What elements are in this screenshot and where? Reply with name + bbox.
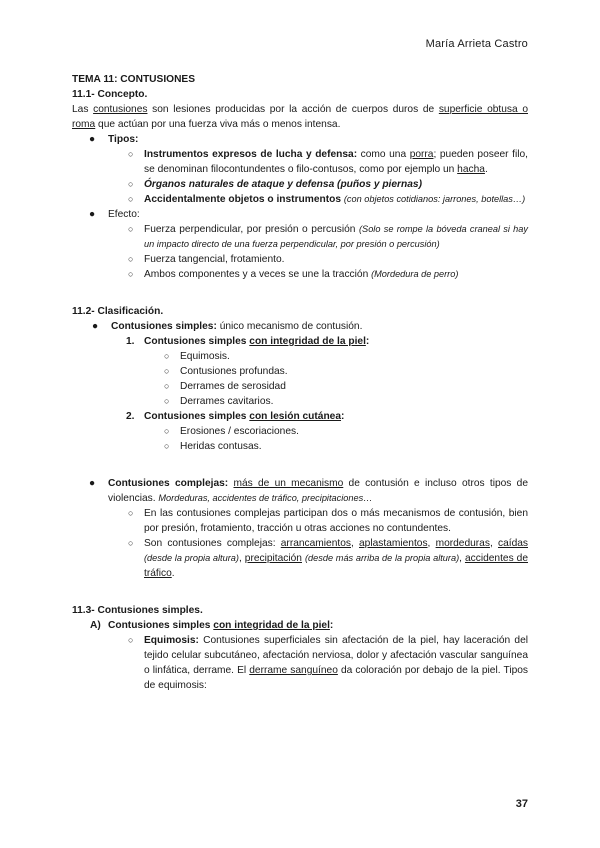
text: . bbox=[484, 164, 488, 175]
text: Equimosis. bbox=[180, 351, 230, 362]
circle-bullet-icon: ○ bbox=[128, 635, 134, 645]
underlined-term: con integridad de la piel bbox=[249, 336, 366, 347]
text: Fuerza perpendicular, por presión o percusión bbox=[144, 224, 359, 235]
text: son lesiones producidas por la acción de cuerpos duros de bbox=[147, 104, 439, 115]
text: : bbox=[365, 336, 370, 347]
item-number: 2. bbox=[126, 411, 135, 422]
circle-bullet-icon: ○ bbox=[128, 194, 134, 204]
lettered-item-a bbox=[72, 618, 528, 633]
list-item bbox=[72, 222, 528, 252]
list-item bbox=[72, 147, 528, 177]
underlined-term: precipitación bbox=[244, 553, 302, 564]
text: Son contusiones complejas: bbox=[144, 538, 281, 549]
list-item bbox=[72, 424, 528, 439]
list-item-equimosis bbox=[72, 633, 528, 693]
underlined-term: superficie obtusa o roma bbox=[72, 104, 528, 130]
text: Contusiones simples bbox=[144, 411, 250, 422]
underlined-term: accidentes de tráfico bbox=[144, 553, 528, 579]
page-number: 37 bbox=[515, 798, 528, 810]
text: de contusión e incluso otros tipos de violencias. bbox=[108, 478, 528, 504]
underlined-term: con integridad de la piel bbox=[213, 620, 330, 631]
underlined-term: más de un mecanismo bbox=[233, 478, 344, 489]
text: Heridas contusas. bbox=[180, 441, 262, 452]
complex-list bbox=[72, 476, 528, 581]
list-item bbox=[72, 364, 528, 379]
classification-list bbox=[72, 319, 528, 454]
note: (desde más arriba de la propia altura) bbox=[304, 553, 460, 563]
text: da coloración por debajo de la piel. Tipos de equimosis: bbox=[144, 665, 529, 691]
concept-list bbox=[72, 132, 528, 282]
list-item bbox=[72, 177, 528, 192]
circle-bullet-icon: ○ bbox=[128, 179, 134, 189]
text: Contusiones profundas. bbox=[180, 366, 288, 377]
circle-bullet-icon: ○ bbox=[128, 254, 134, 264]
section-heading-simples: 11.3- Contusiones simples. bbox=[72, 605, 203, 616]
numbered-item-1 bbox=[72, 334, 528, 349]
list-item bbox=[72, 349, 528, 364]
text: que actúan por una fuerza viva más o menos intensa. bbox=[95, 119, 341, 130]
bullet-icon: ● bbox=[92, 321, 99, 332]
text: Accidentalmente objetos o instrumentos bbox=[144, 194, 341, 205]
underlined-term: porra bbox=[409, 149, 434, 160]
label: Contusiones simples: bbox=[111, 321, 217, 332]
list-item bbox=[72, 439, 528, 454]
page-content bbox=[72, 72, 528, 693]
item-number: 1. bbox=[126, 336, 135, 347]
text: Contusiones superficiales sin afectación de la piel, hay laceración del tejido celular subcutáneo, afectación nerviosa, dolor y afectación vascular sanguínea o linfática, derrame. El bbox=[144, 635, 528, 676]
list-item bbox=[72, 379, 528, 394]
text: En las contusiones complejas participan dos o más mecanismos de contusión, bien por presión, frotamiento, tracción u otras acciones no contundentes. bbox=[144, 508, 528, 534]
circle-bullet-icon: ○ bbox=[128, 269, 134, 279]
text: Derrames cavitarios. bbox=[180, 396, 274, 407]
bullet-icon: ● bbox=[89, 209, 96, 220]
label: Efecto: bbox=[108, 209, 140, 220]
chapter-title: TEMA 11: CONTUSIONES bbox=[72, 74, 196, 85]
text: Contusiones simples bbox=[108, 620, 214, 631]
list-item: ○ Son contusiones complejas: arrancamientos, aplastamientos, mordeduras, caídas (desde la propia altura), precipitación (desde más arriba de la propia altura), accidentes de tráfico. bbox=[128, 538, 528, 579]
text: : bbox=[329, 620, 334, 631]
circle-bullet-icon: ○ bbox=[164, 351, 170, 361]
note: (con objetos cotidianos: jarrones, botellas…) bbox=[343, 194, 526, 204]
text: Contusiones simples bbox=[144, 336, 250, 347]
underlined-term: hacha bbox=[457, 164, 485, 175]
text: Derrames de serosidad bbox=[180, 381, 286, 392]
list-item-simples bbox=[72, 319, 528, 334]
label: Equimosis: bbox=[144, 635, 199, 646]
item-letter: A) bbox=[90, 620, 101, 631]
note: Mordeduras, accidentes de tráfico, precipitaciones… bbox=[158, 493, 373, 503]
underlined-term: caídas bbox=[497, 538, 528, 549]
author-name: María Arrieta Castro bbox=[425, 38, 528, 50]
circle-bullet-icon: ○ bbox=[164, 396, 170, 406]
list-item-efecto bbox=[72, 207, 528, 282]
list-item bbox=[72, 252, 528, 267]
list-item bbox=[72, 192, 528, 207]
underlined-term: arrancamientos bbox=[280, 538, 351, 549]
note: (Solo se rompe la bóveda craneal si hay un impacto directo de una fuerza perpendicular, por presión o percusión) bbox=[144, 224, 528, 249]
text: como una bbox=[357, 149, 410, 160]
note: (desde la propia altura) bbox=[144, 553, 239, 563]
concept-paragraph bbox=[72, 102, 528, 132]
section-heading-clasificacion: 11.2- Clasificación. bbox=[72, 306, 164, 317]
list-item bbox=[72, 506, 528, 536]
text: Instrumentos expresos de lucha y defensa: bbox=[144, 149, 358, 160]
numbered-item-2 bbox=[72, 409, 528, 424]
note: (Mordedura de perro) bbox=[371, 269, 459, 279]
circle-bullet-icon: ○ bbox=[164, 381, 170, 391]
underlined-term: derrame sanguíneo bbox=[249, 665, 338, 676]
circle-bullet-icon: ○ bbox=[164, 366, 170, 376]
text: Erosiones / escoriaciones. bbox=[180, 426, 299, 437]
text: único mecanismo de contusión. bbox=[216, 321, 363, 332]
bullet-icon: ● bbox=[89, 478, 96, 489]
simple-contusions-list bbox=[72, 618, 528, 693]
list-item-tipos bbox=[72, 132, 528, 207]
circle-bullet-icon: ○ bbox=[128, 224, 134, 234]
text: : bbox=[341, 411, 345, 422]
list-item bbox=[72, 267, 528, 282]
underlined-term: mordeduras bbox=[435, 538, 490, 549]
underlined-term: con lesión cutánea bbox=[249, 411, 342, 422]
text: Órganos naturales de ataque y defensa (puños y piernas) bbox=[144, 179, 422, 190]
list-item bbox=[72, 394, 528, 409]
underlined-term: contusiones bbox=[93, 104, 148, 115]
circle-bullet-icon: ○ bbox=[128, 538, 134, 548]
list-item-complejas bbox=[72, 476, 528, 506]
text: ; pueden poseer filo, se denominan filocontundentes o filo-contusos, como por ejemplo un bbox=[144, 149, 528, 175]
circle-bullet-icon: ○ bbox=[128, 149, 134, 159]
section-heading-concepto: 11.1- Concepto. bbox=[72, 89, 148, 100]
label: Tipos: bbox=[108, 134, 139, 145]
circle-bullet-icon: ○ bbox=[128, 508, 134, 518]
circle-bullet-icon: ○ bbox=[164, 426, 170, 436]
label: Contusiones complejas: bbox=[108, 478, 229, 489]
underlined-term: aplastamientos bbox=[359, 538, 428, 549]
text: Fuerza tangencial, frotamiento. bbox=[144, 254, 285, 265]
circle-bullet-icon: ○ bbox=[164, 441, 170, 451]
text: Ambos componentes y a veces se une la tracción bbox=[144, 269, 372, 280]
text: Las bbox=[72, 104, 94, 115]
bullet-icon: ● bbox=[89, 134, 96, 145]
